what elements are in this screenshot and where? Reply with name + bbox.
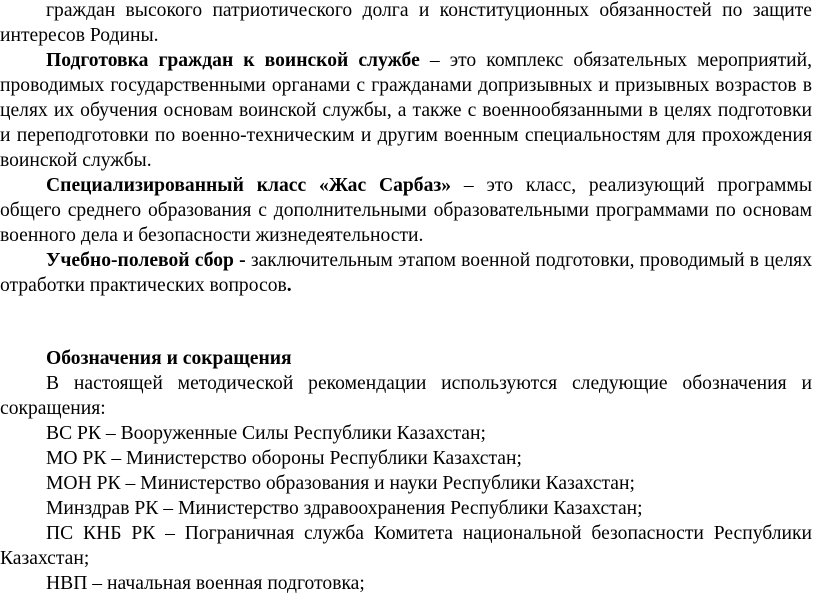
definition-term: Подготовка граждан к воинской службе xyxy=(46,50,420,71)
abbreviation-item: МОН РК – Министерство образования и науки Республики Казахстан; xyxy=(46,473,635,494)
abbreviation-item: ПС КНБ РК – Пограничная служба Комитета национальной безопасности Республики Казахстан; xyxy=(0,523,812,569)
abbreviation-item: НВП – начальная военная подготовка; xyxy=(46,573,365,594)
definition-end-mark: . xyxy=(286,275,292,296)
definition-text: заключительным этапом военной подготовки, проводимый в целях отработки практических вопросов xyxy=(0,250,812,296)
intro-continuation: граждан высокого патриотического долга и конституционных обязанностей по защите интересов Родины. xyxy=(0,0,812,46)
definition-text: это класс, реализующий программы общего среднего образования с дополнительными образовательными программами по основам военного дела и безопасности жизнедеятельности. xyxy=(0,175,812,246)
definition-separator: – xyxy=(451,175,487,196)
section-intro: В настоящей методической рекомендации используются следующие обозначения и сокращения: xyxy=(0,373,812,419)
section-heading: Обозначения и сокращения xyxy=(46,348,292,369)
definition-paragraph xyxy=(0,48,812,173)
abbreviation-item: МО РК – Министерство обороны Республики Казахстан; xyxy=(46,448,522,469)
definition-separator: – xyxy=(419,50,450,71)
definition-paragraph xyxy=(0,248,812,298)
abbreviation-item: Минздрав РК – Министерство здравоохранения Республики Казахстан; xyxy=(46,498,643,519)
definition-paragraph xyxy=(0,173,812,248)
definition-text: это комплекс обязательных мероприятий, проводимых государственными органами с гражданами допризывных и призывных возрастов в целях их обучения основам воинской службы, а также с военнообязанными в целях подготовки и переподготовки по военно-техническим и другим военным специальностям для прохождения воинской службы. xyxy=(0,50,813,171)
abbreviation-item: ВС РК – Вооруженные Силы Республики Казахстан; xyxy=(46,423,486,444)
section-gap xyxy=(0,298,812,346)
definition-term: Учебно-полевой сбор - xyxy=(46,250,246,271)
definition-term: Специализированный класс «Жас Сарбаз» xyxy=(46,175,452,196)
